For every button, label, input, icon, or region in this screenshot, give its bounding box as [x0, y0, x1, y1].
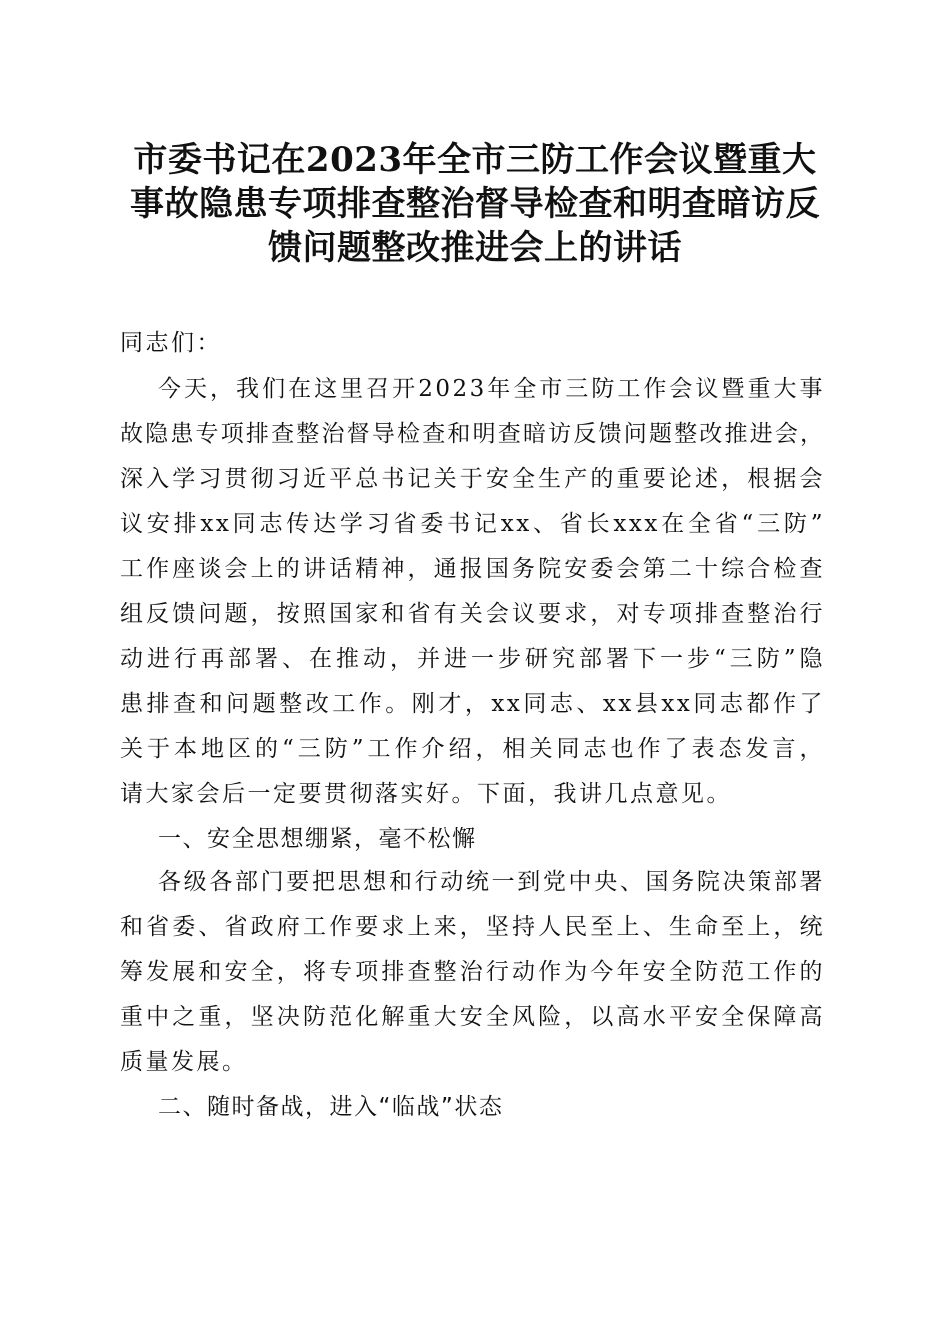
paragraph-line: 请大家会后一定要贯彻落实好。下面，我讲几点意见。 [120, 781, 732, 807]
greeting: 同志们： [120, 330, 222, 356]
paragraph-line: 工作座谈会上的讲话精神，通报国务院安委会第二十综合检查 [120, 556, 825, 582]
section-heading-1: 一、安全思想绷紧，毫不松懈 [158, 826, 477, 852]
paragraph-line: 和省委、省政府工作要求上来，坚持人民至上、生命至上，统 [120, 914, 825, 940]
paragraph-line: 质量发展。 [120, 1049, 248, 1075]
document-title [100, 138, 850, 270]
paragraph-line: 深入学习贯彻习近平总书记关于安全生产的重要论述，根据会 [120, 466, 825, 492]
paragraph-line: 重中之重，坚决防范化解重大安全风险，以高水平安全保障高 [120, 1004, 825, 1030]
paragraph-line: 动进行再部署、在推动，并进一步研究部署下一步“三防”隐 [120, 646, 825, 672]
title-line: 市委书记在2023年全市三防工作会议暨重大 [133, 140, 817, 180]
paragraph-line: 议安排xx同志传达学习省委书记xx、省长xxx在全省“三防” [120, 511, 825, 537]
paragraph-line: 患排查和问题整改工作。刚才，xx同志、xx县xx同志都作了 [120, 691, 825, 717]
paragraph-line: 各级各部门要把思想和行动统一到党中央、国务院决策部署 [158, 869, 825, 895]
paragraph-line: 关于本地区的“三防”工作介绍，相关同志也作了表态发言， [120, 736, 825, 762]
section-heading-2: 二、随时备战，进入“临战”状态 [158, 1094, 504, 1120]
title-line: 事故隐患专项排查整治督导检查和明查暗访反 [130, 184, 820, 224]
paragraph-line: 筹发展和安全，将专项排查整治行动作为今年安全防范工作的 [120, 959, 825, 985]
title-line: 馈问题整改推进会上的讲话 [268, 228, 682, 268]
paragraph-line: 故隐患专项排查整治督导检查和明查暗访反馈问题整改推进会， [120, 421, 825, 447]
paragraph-line: 组反馈问题，按照国家和省有关会议要求，对专项排查整治行 [120, 601, 825, 627]
paragraph-line: 今天，我们在这里召开2023年全市三防工作会议暨重大事 [158, 376, 825, 402]
